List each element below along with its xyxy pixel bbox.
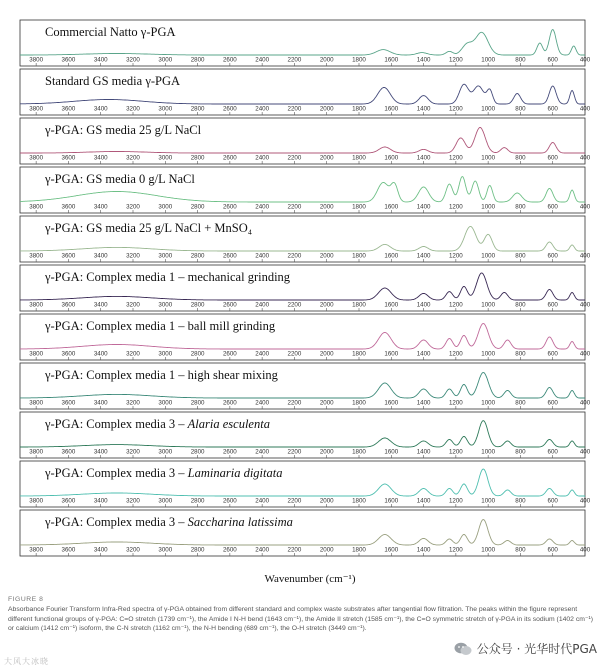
x-tick-label: 3000 (158, 350, 173, 358)
x-tick-label: 3800 (29, 546, 44, 554)
x-tick-label: 2400 (255, 350, 270, 358)
panel-title-text: Standard GS media γ-PGA (45, 74, 181, 88)
x-tick-label: 3000 (158, 252, 173, 260)
x-tick-label: 2000 (319, 301, 334, 309)
x-tick-label: 800 (515, 448, 526, 456)
x-tick-label: 1600 (384, 350, 399, 358)
x-tick-label: 2800 (190, 203, 205, 211)
x-tick-label: 800 (515, 154, 526, 162)
spectrum-panel-5 (20, 216, 591, 262)
x-tick-label: 2000 (319, 252, 334, 260)
panel-title-text: γ-PGA: Complex media 3 – (45, 466, 188, 480)
x-tick-label: 400 (579, 546, 591, 554)
x-tick-label: 1600 (384, 105, 399, 113)
x-tick-label: 1000 (481, 203, 496, 211)
x-tick-label: 800 (515, 399, 526, 407)
x-tick-label: 1400 (416, 497, 431, 505)
x-tick-label: 1800 (352, 546, 366, 554)
x-tick-label: 1200 (448, 497, 463, 505)
x-tick-label: 1600 (384, 301, 399, 309)
x-tick-label: 2000 (319, 105, 334, 113)
x-tick-label: 3000 (158, 497, 173, 505)
x-tick-label: 400 (579, 105, 591, 113)
x-tick-label: 800 (515, 301, 526, 309)
x-tick-label: 1600 (384, 448, 399, 456)
panel-title (44, 466, 282, 480)
x-tick-label: 2600 (222, 497, 237, 505)
x-tick-label: 1200 (448, 105, 463, 113)
x-tick-label: 1200 (448, 252, 463, 260)
x-tick-label: 3600 (61, 399, 76, 407)
panel-title (44, 368, 279, 382)
x-tick-label: 3400 (93, 154, 108, 162)
x-tick-label: 400 (579, 203, 591, 211)
panel-title (44, 319, 276, 333)
x-tick-label: 1800 (352, 448, 366, 456)
x-tick-label: 400 (579, 350, 591, 358)
x-tick-label: 1600 (384, 252, 399, 260)
x-tick-label: 1600 (384, 399, 399, 407)
x-tick-label: 3200 (126, 203, 140, 211)
x-tick-label: 2200 (287, 448, 302, 456)
x-tick-label: 600 (547, 448, 558, 456)
panel-title-text: γ-PGA: Complex media 1 – high shear mixing (45, 368, 278, 382)
x-tick-label: 1600 (384, 497, 399, 505)
spectrum-panel-9 (20, 412, 591, 458)
x-tick-label: 2400 (255, 154, 270, 162)
x-tick-label: 2800 (190, 399, 205, 407)
x-tick-label: 1000 (481, 399, 496, 407)
x-tick-label: 1200 (448, 546, 463, 554)
x-tick-label: 400 (579, 252, 591, 260)
x-tick-label: 3200 (126, 301, 140, 309)
x-tick-label: 2200 (287, 546, 302, 554)
x-tick-label: 600 (547, 301, 558, 309)
x-tick-label: 3600 (61, 497, 76, 505)
x-tick-label: 1400 (416, 301, 431, 309)
spectrum-panel-1 (20, 20, 591, 66)
x-tick-label: 1400 (416, 546, 431, 554)
x-tick-label: 3800 (29, 203, 44, 211)
x-tick-label: 2000 (319, 154, 334, 162)
x-tick-label: 3400 (93, 350, 108, 358)
watermark-right (454, 640, 597, 657)
x-tick-label: 1400 (416, 154, 431, 162)
x-tick-label: 2000 (319, 203, 334, 211)
panel-title-italic: Alaria esculenta (187, 417, 270, 431)
x-tick-label: 3000 (158, 203, 173, 211)
x-tick-label: 2000 (319, 399, 334, 407)
x-tick-label: 2800 (190, 497, 205, 505)
x-tick-label: 1800 (352, 203, 366, 211)
x-tick-label: 1600 (384, 546, 399, 554)
x-tick-label: 2600 (222, 252, 237, 260)
spectrum-panel-2 (20, 69, 591, 115)
panel-title (44, 417, 270, 431)
panel-title-text: γ-PGA: GS media 25 g/L NaCl (45, 123, 202, 137)
x-tick-label: 1800 (352, 105, 366, 113)
x-tick-label: 800 (515, 350, 526, 358)
x-tick-label: 1200 (448, 154, 463, 162)
x-tick-label: 1200 (448, 203, 463, 211)
x-tick-label: 1800 (352, 399, 366, 407)
x-tick-label: 3800 (29, 448, 44, 456)
x-tick-label: 3000 (158, 448, 173, 456)
x-tick-label: 2000 (319, 497, 334, 505)
spectrum-panel-7 (20, 314, 591, 360)
x-tick-label: 3400 (93, 203, 108, 211)
x-tick-label: 2800 (190, 350, 205, 358)
x-tick-label: 2600 (222, 350, 237, 358)
x-tick-label: 3000 (158, 105, 173, 113)
x-tick-label: 1400 (416, 252, 431, 260)
x-tick-label: 1800 (352, 252, 366, 260)
x-tick-label: 800 (515, 56, 526, 64)
x-tick-label: 3200 (126, 448, 140, 456)
x-tick-label: 3800 (29, 56, 44, 64)
x-axis-label: Wavenumber (cm⁻¹) (264, 573, 356, 585)
x-tick-label: 600 (547, 252, 558, 260)
x-tick-label: 2800 (190, 56, 205, 64)
x-tick-label: 3600 (61, 350, 76, 358)
x-tick-label: 3800 (29, 154, 44, 162)
spectrum-panel-11 (20, 510, 591, 556)
x-tick-label: 2200 (287, 497, 302, 505)
x-tick-label: 800 (515, 252, 526, 260)
panel-title (44, 221, 252, 235)
x-tick-label: 400 (579, 56, 591, 64)
x-tick-label: 2200 (287, 301, 302, 309)
x-tick-label: 600 (547, 350, 558, 358)
x-tick-label: 2600 (222, 105, 237, 113)
x-tick-label: 1800 (352, 350, 366, 358)
x-tick-label: 2600 (222, 56, 237, 64)
x-tick-label: 3200 (126, 497, 140, 505)
x-tick-label: 3600 (61, 301, 76, 309)
x-tick-label: 3400 (93, 448, 108, 456)
x-tick-label: 2400 (255, 252, 270, 260)
x-tick-label: 2000 (319, 350, 334, 358)
x-tick-label: 3200 (126, 154, 140, 162)
spectra-panels (20, 20, 591, 556)
x-tick-label: 3800 (29, 350, 44, 358)
x-tick-label: 2600 (222, 448, 237, 456)
x-tick-label: 1200 (448, 350, 463, 358)
x-tick-label: 1400 (416, 448, 431, 456)
x-tick-label: 2800 (190, 448, 205, 456)
x-tick-label: 1000 (481, 56, 496, 64)
x-tick-label: 1400 (416, 399, 431, 407)
panel-title (45, 25, 176, 39)
x-tick-label: 3200 (126, 105, 140, 113)
x-tick-label: 3600 (61, 546, 76, 554)
x-tick-label: 1000 (481, 252, 496, 260)
x-tick-label: 2400 (255, 203, 270, 211)
panel-title (44, 172, 195, 186)
x-tick-label: 600 (547, 546, 558, 554)
spectrum-panel-3 (20, 118, 591, 164)
panel-title-text: γ-PGA: GS media 25 g/L NaCl + MnSO₄ (45, 221, 253, 235)
x-tick-label: 3400 (93, 497, 108, 505)
x-tick-label: 1000 (481, 546, 496, 554)
x-tick-label: 1000 (481, 301, 496, 309)
x-tick-label: 600 (547, 203, 558, 211)
x-tick-label: 1600 (384, 154, 399, 162)
x-tick-label: 600 (547, 56, 558, 64)
x-tick-label: 1800 (352, 56, 366, 64)
x-tick-label: 3400 (93, 105, 108, 113)
x-tick-label: 1600 (384, 56, 399, 64)
x-tick-label: 1200 (448, 56, 463, 64)
x-tick-label: 3400 (93, 252, 108, 260)
figure-caption (8, 595, 598, 634)
x-tick-label: 3400 (93, 399, 108, 407)
x-tick-label: 3000 (158, 56, 173, 64)
x-tick-label: 3200 (126, 350, 140, 358)
x-tick-label: 3200 (126, 56, 140, 64)
figure-label: FIGURE 8 (8, 596, 44, 603)
x-tick-label: 2600 (222, 301, 237, 309)
x-tick-label: 2000 (319, 448, 334, 456)
x-tick-label: 2200 (287, 203, 302, 211)
panel-title-italic: Laminaria digitata (187, 466, 283, 480)
spectrum-panel-6 (20, 265, 591, 311)
x-tick-label: 2400 (255, 105, 270, 113)
spectrum-panel-8 (20, 363, 591, 409)
x-tick-label: 3000 (158, 399, 173, 407)
x-tick-label: 3800 (29, 105, 44, 113)
x-tick-label: 1400 (416, 203, 431, 211)
x-tick-label: 800 (515, 203, 526, 211)
x-tick-label: 3400 (93, 301, 108, 309)
x-tick-label: 2200 (287, 350, 302, 358)
panel-title-text: γ-PGA: GS media 0 g/L NaCl (45, 172, 195, 186)
panel-title-text: γ-PGA: Complex media 3 – (45, 515, 188, 529)
watermark-left: 大风大冰晓 (4, 657, 49, 666)
x-tick-label: 2800 (190, 154, 205, 162)
x-tick-label: 2600 (222, 546, 237, 554)
panel-title-text: Commercial Natto γ-PGA (45, 25, 176, 39)
caption-text: Absorbance Fourier Transform Infra-Red spectra of γ-PGA obtained from different standard and complex waste substrates after tangential flow filtration. The peaks within the figure represent different functional groups of γ-PGA: C=O stretch (1739 cm⁻¹), the Amide I N-H bend (1643 cm⁻¹), the Amide II stretch (1585 cm⁻¹), the C=O symmetric stretch of γ-PGA in its sodium (1402 cm⁻¹) or calcium (1412 cm⁻¹) isoform, the C-N stretch (1162 cm⁻¹), the N-H bending (689 cm⁻¹), the O-H stretch (3449 cm⁻¹). (8, 606, 593, 633)
x-tick-label: 1000 (481, 448, 496, 456)
x-tick-label: 800 (515, 105, 526, 113)
x-tick-label: 1200 (448, 399, 463, 407)
x-tick-label: 600 (547, 497, 558, 505)
x-tick-label: 1800 (352, 154, 366, 162)
x-tick-label: 600 (547, 399, 558, 407)
panel-title (45, 74, 180, 88)
x-tick-label: 2200 (287, 56, 302, 64)
x-tick-label: 2400 (255, 56, 270, 64)
x-tick-label: 1200 (448, 301, 463, 309)
x-tick-label: 2200 (287, 399, 302, 407)
x-tick-label: 3800 (29, 301, 44, 309)
x-tick-label: 2400 (255, 546, 270, 554)
x-tick-label: 3200 (126, 546, 140, 554)
x-tick-label: 600 (547, 154, 558, 162)
x-tick-label: 400 (579, 399, 591, 407)
x-tick-label: 1800 (352, 301, 366, 309)
watermark-right-text: 公众号 · 光华时代PGA (476, 642, 597, 656)
x-tick-label: 600 (547, 105, 558, 113)
x-tick-label: 2200 (287, 105, 302, 113)
x-tick-label: 3600 (61, 105, 76, 113)
x-tick-label: 2600 (222, 399, 237, 407)
x-tick-label: 3000 (158, 301, 173, 309)
x-tick-label: 1400 (416, 56, 431, 64)
x-tick-label: 3600 (61, 203, 76, 211)
x-tick-label: 1200 (448, 448, 463, 456)
x-tick-label: 1000 (481, 497, 496, 505)
x-tick-label: 2800 (190, 105, 205, 113)
x-tick-label: 400 (579, 154, 591, 162)
x-tick-label: 1600 (384, 203, 399, 211)
x-tick-label: 2000 (319, 546, 334, 554)
x-tick-label: 3800 (29, 399, 44, 407)
x-tick-label: 1000 (481, 105, 496, 113)
x-tick-label: 3400 (93, 546, 108, 554)
x-tick-label: 3600 (61, 154, 76, 162)
x-tick-label: 3000 (158, 154, 173, 162)
x-tick-label: 1400 (416, 350, 431, 358)
x-tick-label: 400 (579, 497, 591, 505)
x-tick-label: 400 (579, 448, 591, 456)
x-tick-label: 2400 (255, 448, 270, 456)
x-tick-label: 2200 (287, 154, 302, 162)
x-tick-label: 3000 (158, 546, 173, 554)
x-tick-label: 3600 (61, 252, 76, 260)
x-tick-label: 2200 (287, 252, 302, 260)
panel-title (44, 270, 291, 284)
x-tick-label: 800 (515, 546, 526, 554)
x-tick-label: 400 (579, 301, 591, 309)
x-tick-label: 3200 (126, 252, 140, 260)
panel-title-italic: Saccharina latissima (187, 515, 293, 529)
panel-title-text: γ-PGA: Complex media 3 – (45, 417, 188, 431)
x-tick-label: 1000 (481, 154, 496, 162)
x-tick-label: 2400 (255, 399, 270, 407)
x-tick-label: 2800 (190, 252, 205, 260)
x-tick-label: 3600 (61, 448, 76, 456)
wechat-icon (454, 642, 472, 656)
x-tick-label: 3400 (93, 56, 108, 64)
x-tick-label: 3800 (29, 252, 44, 260)
x-tick-label: 2000 (319, 56, 334, 64)
panel-title (44, 123, 202, 137)
x-tick-label: 1800 (352, 497, 366, 505)
spectrum-panel-4 (20, 167, 591, 213)
x-tick-label: 2800 (190, 546, 205, 554)
x-tick-label: 2800 (190, 301, 205, 309)
x-tick-label: 800 (515, 497, 526, 505)
x-tick-label: 3600 (61, 56, 76, 64)
x-tick-label: 1000 (481, 350, 496, 358)
x-tick-label: 3800 (29, 497, 44, 505)
panel-title (44, 515, 293, 529)
x-tick-label: 2600 (222, 154, 237, 162)
x-tick-label: 2400 (255, 301, 270, 309)
panel-title-text: γ-PGA: Complex media 1 – ball mill grinding (45, 319, 276, 333)
panel-title-text: γ-PGA: Complex media 1 – mechanical grinding (45, 270, 291, 284)
spectrum-panel-10 (20, 461, 591, 507)
x-tick-label: 3200 (126, 399, 140, 407)
x-tick-label: 1400 (416, 105, 431, 113)
x-tick-label: 2600 (222, 203, 237, 211)
x-tick-label: 2400 (255, 497, 270, 505)
